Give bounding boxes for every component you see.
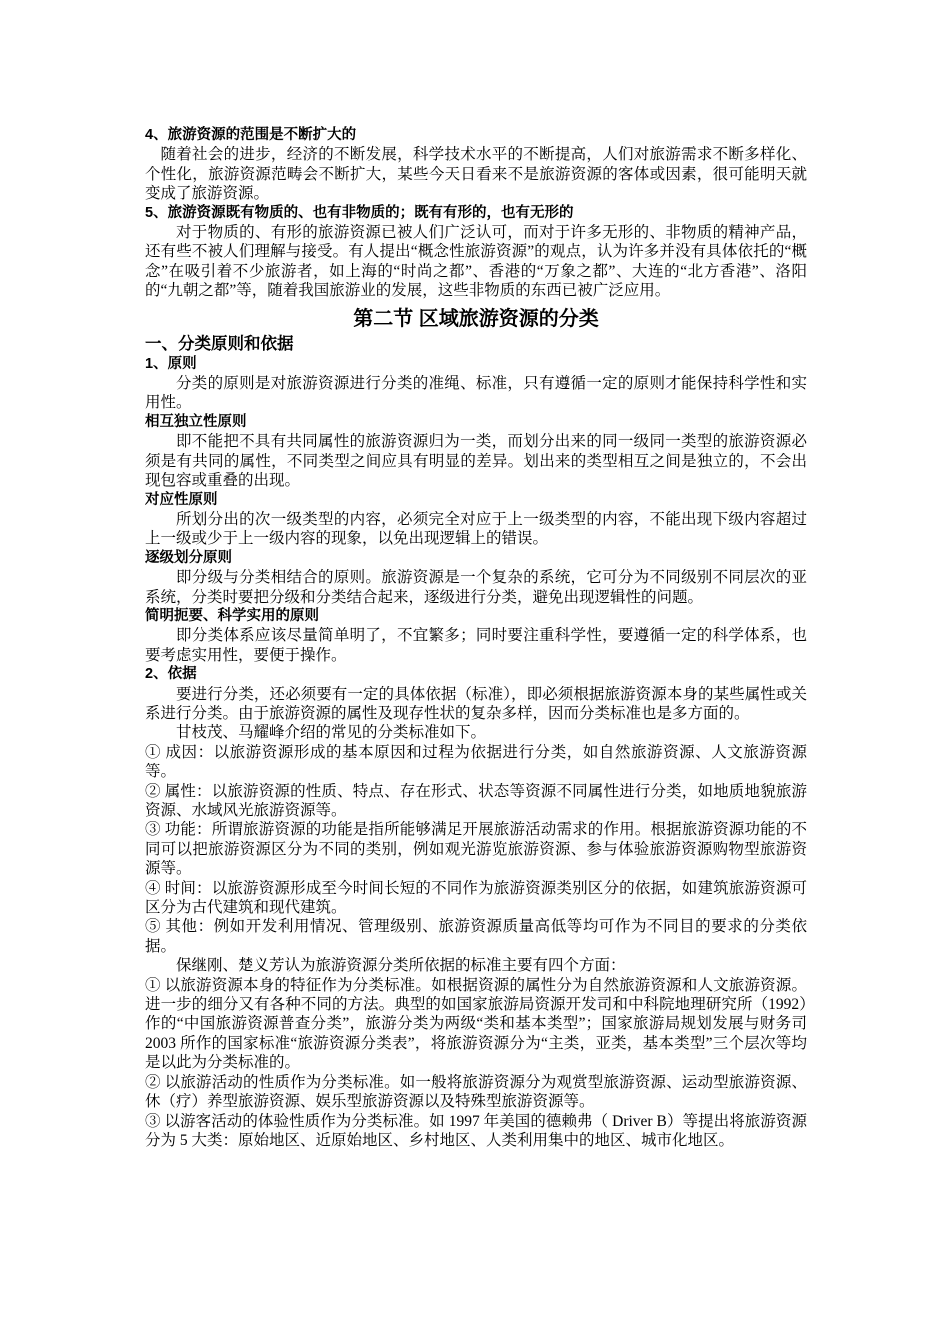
paragraph-concise: 即分类体系应该尽量简单明了，不宜繁多；同时要注重科学性，要遵循一定的科学体系，也要考虑实用性，要便于操作。	[145, 627, 807, 664]
list-item-gan-5: ⑤ 其他：例如开发利用情况、管理级别、旅游资源质量高低等均可作为不同目的要求的分类依据。	[145, 918, 807, 955]
heading-correspond: 对应性原则	[145, 491, 218, 508]
paragraph-item-5: 对于物质的、有形的旅游资源已被人们广泛认可，而对于许多无形的、非物质的精神产品，还有些不被人们理解与接受。有人提出“概念性旅游资源”的观点，认为许多并没有具体依托的“概念”在吸引着不少旅游者，如上海的“时尚之都”、香港的“万象之都”、大连的“北方香港”、洛阳的“九朝之都”等，随着我国旅游业的发展，这些非物质的东西已被广泛应用。	[145, 224, 807, 300]
list-item-gan-1: ① 成因：以旅游资源形成的基本原因和过程为依据进行分类，如自然旅游资源、人文旅游资源等。	[145, 743, 807, 781]
paragraph-basis: 要进行分类，还必须要有一定的具体依据（标准），即必须根据旅游资源本身的某些属性或关系进行分类。由于旅游资源的属性及现存性状的复杂多样，因而分类标准也是多方面的。	[145, 685, 807, 722]
list-item-bao-1: ① 以旅游资源本身的特征作为分类标准。如根据资源的属性分为自然旅游资源和人文旅游资源。进一步的细分又有各种不同的方法。典型的如国家旅游局资源开发司和中科院地理研究所（1992）作的“中国旅游资源普查分类”，旅游分类为两级“类和基本类型”；国家旅游局规划发展与财务司 2003 所作的国家标准“旅游资源分类表”，将旅游资源分为“主类，亚类，基本类型”三个层次等均是以此为分类标准的。	[145, 976, 807, 1072]
paragraph-independence: 即不能把不具有共同属性的旅游资源归为一类，而划分出来的同一级同一类型的旅游资源必须是有共同的属性，不同类型之间应具有明显的差异。划出来的类型相互之间是独立的，不会出现包容或重叠的出现。	[145, 433, 807, 490]
heading-concise: 简明扼要、科学实用的原则	[145, 607, 319, 624]
document-page	[145, 126, 807, 1150]
heading-level: 逐级划分原则	[145, 549, 232, 566]
list-item-bao-2: ② 以旅游活动的性质作为分类标准。如一般将旅游资源分为观赏型旅游资源、运动型旅游资源、休（疗）养型旅游资源、娱乐型旅游资源以及特殊型旅游资源等。	[145, 1073, 807, 1111]
list-item-gan-3: ③ 功能：所谓旅游资源的功能是指所能够满足开展旅游活动需求的作用。根据旅游资源功能的不同可以把旅游资源区分为不同的类别，例如观光游览旅游资源、参与体验旅游资源购物型旅游资源等。	[145, 821, 807, 878]
list-item-gan-4: ④ 时间：以旅游资源形成至今时间长短的不同作为旅游资源类别区分的依据，如建筑旅游资源可区分为古代建筑和现代建筑。	[145, 879, 807, 917]
heading-principle: 1、原则	[145, 355, 197, 372]
heading-part-1: 一、分类原则和依据	[145, 334, 294, 353]
paragraph-principle: 分类的原则是对旅游资源进行分类的准绳、标准，只有遵循一定的原则才能保持科学性和实用性。	[145, 375, 807, 412]
heading-item-4: 4、旅游资源的范围是不断扩大的	[145, 127, 357, 143]
section-title: 第二节 区域旅游资源的分类	[353, 307, 599, 330]
paragraph-correspond: 所划分出的次一级类型的内容，必须完全对应于上一级类型的内容，不能出现下级内容超过上一级或少于上一级内容的现象，以免出现逻辑上的错误。	[145, 510, 807, 548]
heading-independence: 相互独立性原则	[145, 413, 247, 430]
paragraph-bao-intro: 保继刚、楚义芳认为旅游资源分类所依据的标准主要有四个方面：	[176, 957, 626, 975]
paragraph-level: 即分级与分类相结合的原则。旅游资源是一个复杂的系统，它可分为不同级别不同层次的亚系统，分类时要把分级和分类结合起来，逐级进行分类，避免出现逻辑性的问题。	[145, 569, 807, 606]
heading-basis: 2、依据	[145, 666, 197, 683]
heading-item-5: 5、旅游资源既有物质的、也有非物质的；既有有形的，也有无形的	[145, 204, 574, 221]
list-item-gan-2: ② 属性：以旅游资源的性质、特点、存在形式、状态等资源不同属性进行分类，如地质地貌旅游资源、水域风光旅游资源等。	[145, 782, 807, 819]
paragraph-gan-intro: 甘枝茂、马耀峰介绍的常见的分类标准如下。	[176, 724, 487, 742]
paragraph-item-4: 随着社会的进步，经济的不断发展，科学技术水平的不断提高，人们对旅游需求不断多样化、个性化，旅游资源范畴会不断扩大，某些今天日看来不是旅游资源的客体或因素，很可能明天就变成了旅游资源。	[145, 146, 807, 203]
list-item-bao-3: ③ 以游客活动的体验性质作为分类标准。如 1997 年美国的德赖弗（ Driver B）等提出将旅游资源分为 5 大类：原始地区、近原始地区、乡村地区、人类利用集中的地区、城市化地区。	[145, 1112, 807, 1149]
